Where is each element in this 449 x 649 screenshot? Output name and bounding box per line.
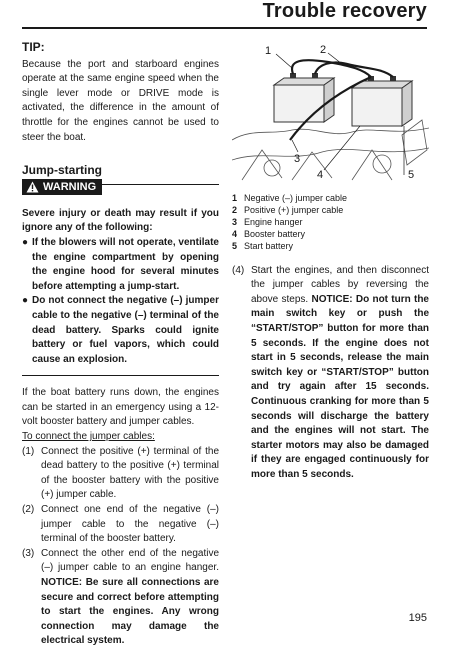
warning-bullet: [22, 236, 219, 294]
figure-callout-3: 3: [294, 153, 301, 165]
bullet-dot: ●: [22, 295, 29, 307]
legend-item: [232, 228, 429, 240]
step-text: Connect the other end of the negative (–) jumper cable to an engine hanger.: [41, 547, 219, 574]
right-column: [232, 38, 429, 483]
step-notice: NOTICE: Be sure all connections are secure and correct before attempting to start the engines. Any wrong connection may damage the electrical system.: [41, 577, 219, 647]
step-number: (3): [22, 547, 35, 559]
jump-start-illustration: [232, 40, 429, 182]
figure-callout-4: 4: [317, 169, 324, 181]
figure-legend: [232, 192, 429, 252]
connect-heading: To connect the jumper cables:: [22, 431, 155, 443]
warning-bullet: [22, 294, 219, 367]
figure-callout-5: 5: [408, 169, 415, 181]
step-body: [251, 264, 429, 483]
legend-key: 5: [232, 240, 238, 251]
legend-value: Positive (+) jumper cable: [244, 204, 344, 215]
legend-item: [232, 216, 429, 228]
tip-label: TIP:: [22, 40, 45, 54]
bullet-dot: ●: [22, 236, 29, 248]
step-item: [22, 445, 219, 503]
legend-value: Booster battery: [244, 228, 306, 239]
step-number: (4): [232, 264, 245, 276]
warning-intro: Severe injury or death may result if you ignore any of the following:: [22, 207, 219, 234]
warning-header: [22, 180, 219, 207]
legend-key: 1: [232, 192, 238, 203]
jump-starting-heading: Jump-starting: [22, 163, 103, 178]
page-section-title: Trouble recovery: [262, 0, 427, 22]
figure-callout-1: 1: [265, 45, 272, 57]
warning-label: WARNING: [43, 180, 97, 193]
legend-value: Negative (–) jumper cable: [244, 192, 348, 203]
tip-text: Because the port and starboard engines operate at the same engine speed when the single lever mode or DRIVE mode is activated, the difference in the amount of throttle for the engines cannot be used to steer the boat.: [22, 58, 219, 143]
legend-value: Start battery: [244, 240, 294, 251]
left-column: [22, 38, 219, 649]
legend-key: 4: [232, 228, 238, 239]
step-item: [22, 547, 219, 649]
step-notice: NOTICE: Do not turn the main switch key or push the “START/STOP” button for more than 5 seconds. If the engine does not start in 5 seconds, release the main switch key or “START/STOP” button and try again after 15 seconds. Continuous cranking for more than 5 seconds will discharge the battery and the engines will not start. The starter motors may also be damaged if they are engaged continuously for more than 5 seconds.: [251, 293, 429, 480]
step-text: Connect the positive (+) terminal of the dead battery to the positive (+) terminal of the booster battery with the positive (+) jumper cable.: [41, 445, 219, 501]
legend-item: [232, 204, 429, 216]
jump-intro: If the boat battery runs down, the engines can be started in an emergency using a 12-volt booster battery and jumper cables.: [22, 387, 219, 428]
warning-end-rule: [22, 375, 219, 376]
step-item: [22, 503, 219, 547]
legend-key: 3: [232, 216, 238, 227]
page-number: 195: [408, 612, 427, 624]
step-number: (2): [22, 504, 35, 516]
warning-badge: [22, 179, 102, 196]
legend-item: [232, 240, 429, 252]
warning-bullet-text: Do not connect the negative (–) jumper cable to the negative (–) terminal of the dead battery. Sparks could ignite battery or fuel vapors, which could cause an explosion.: [32, 295, 219, 365]
warning-bullet-text: If the blowers will not operate, ventilate the engine compartment by opening the engine hood for several minutes before attempting a jump-start.: [32, 236, 219, 292]
step-text: Connect one end of the negative (–) jumper cable to the negative (–) terminal of the booster battery.: [41, 504, 219, 545]
figure-callout-2: 2: [320, 44, 327, 56]
legend-key: 2: [232, 204, 238, 215]
step-text: Start the engines, and then disconnect the jumper cables by reversing the above steps.: [251, 264, 429, 305]
step-body: [41, 547, 219, 649]
step-item: [232, 264, 429, 483]
header-rule: [22, 27, 427, 29]
legend-value: Engine hanger: [244, 216, 303, 227]
legend-item: [232, 192, 429, 204]
step-number: (1): [22, 445, 35, 457]
warning-triangle-icon: [26, 181, 39, 193]
